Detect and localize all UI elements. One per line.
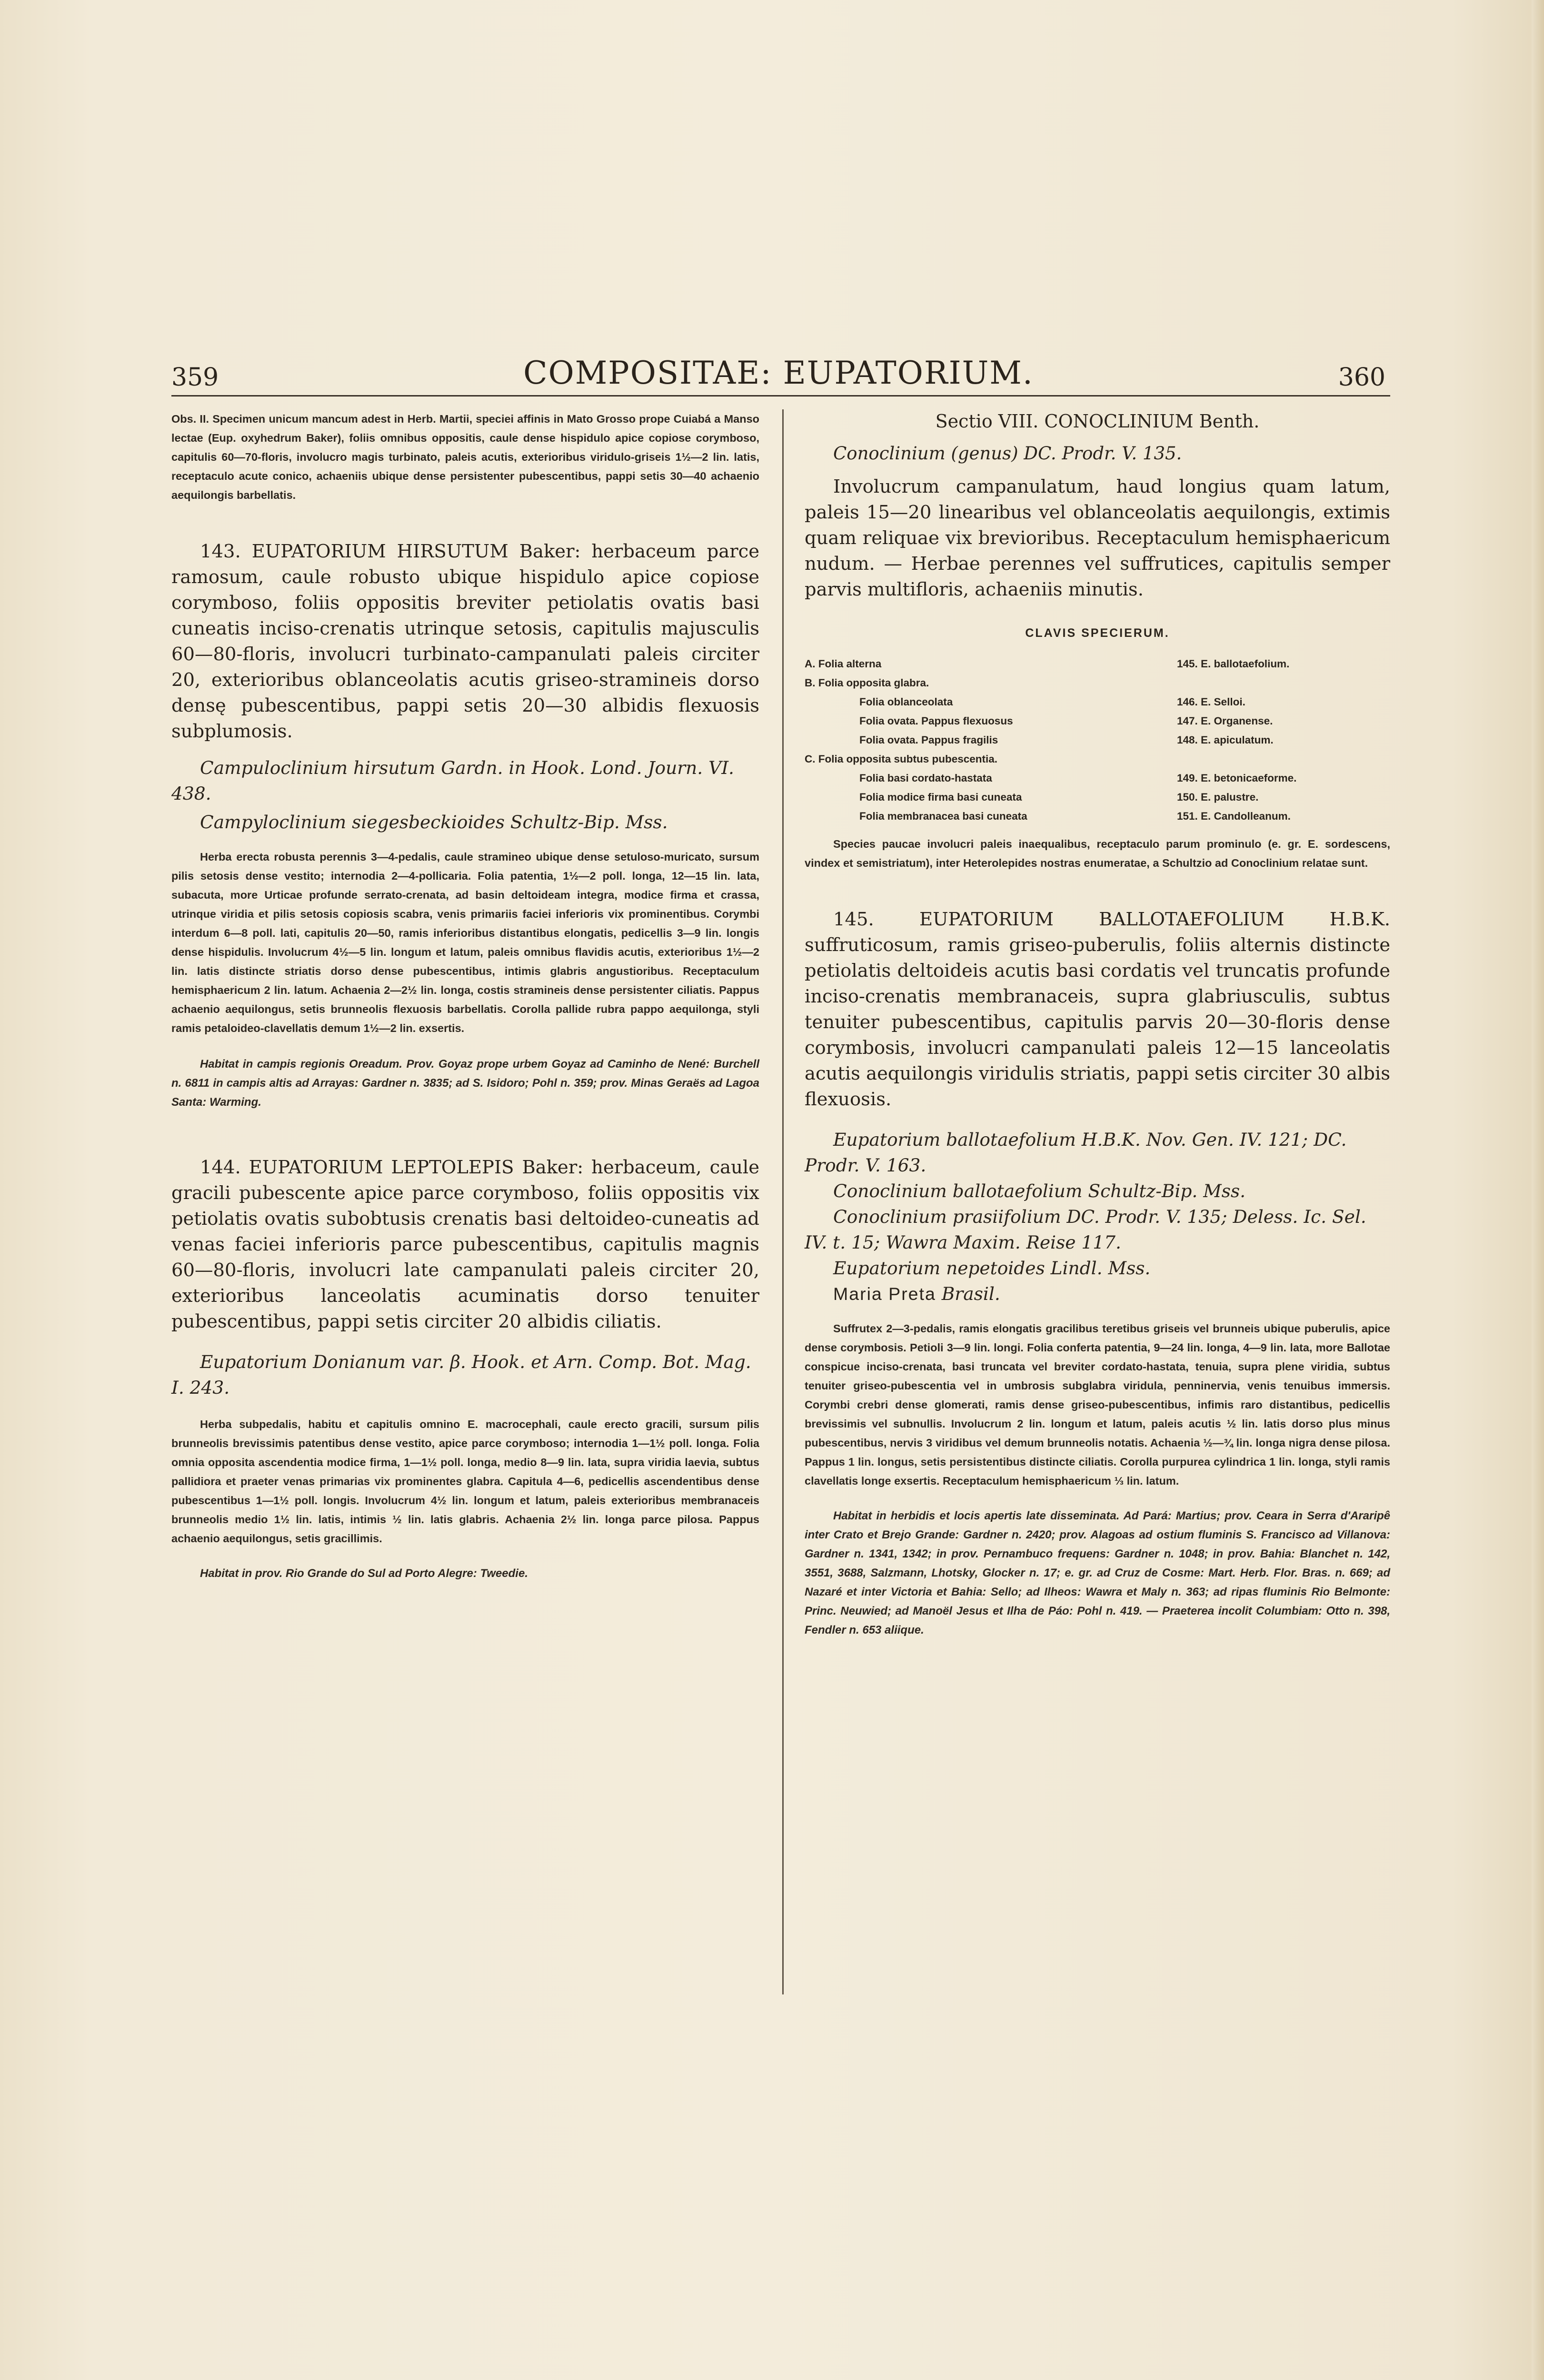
key-row: A. Folia alterna 145. E. ballotaefolium. — [805, 658, 1290, 670]
species-143-synonym-1: Campuloclinium hirsutum Gardn. in Hook. Lond. Journ. VI. 438. — [171, 757, 734, 804]
section-title: Sectio VIII. CONOCLINIUM Benth. — [935, 411, 1260, 432]
species-143-synonym-2: Campyloclinium siegesbeckioides Schultz-Bip. Mss. — [200, 812, 668, 833]
running-title: COMPOSITAE: EUPATORIUM. — [523, 355, 1034, 391]
species-143-details: Herba erecta robusta perennis 3—4-pedalis, caule stramineo ubique dense setuloso-muricato, sursum pilis setosis dense vestito; internodia 2—4-pollicaria. Folia patentia, 1½—2 poll. longa, 12—15 lin. lata, subacuta, more Urticae profunde serrato-crenata, ad basin deltoideam integra, modice firma et crassa, utrinque viridia et pilis setosis copiosis scabra, venis primariis faciei inferioris vix prominentibus. Corymbi interdum 6—8 poll. lati, capitulis 20—50, ramis inferioribus distantibus elongatis, pedicellis 3—9 lin. longis dense hispidulis. Involucrum 4½—5 lin. longum et latum, paleis omnibus flavidis acutis, exterioribus 1½—2 lin. latis distincte striatis dorso dense pubescentibus, intimis glabris angustioribus. Receptaculum hemisphaericum 2 lin. latum. Achaenia 2—2½ lin. longa, costis stramineis dense persistenter ciliatis. Pappus achaenio aequilongus, setis brunneolis flexuosis barbellatis. Corolla pallide rubra pappo aequilonga, styli ramis petaloideo-clavellatis demum 1½—2 lin. exsertis. — [171, 851, 759, 1034]
column-divider — [782, 409, 784, 1994]
page-number-right: 360 — [1338, 363, 1385, 392]
species-145-vernacular — [805, 1281, 1390, 1307]
vernacular-name: Maria Preta — [833, 1284, 936, 1304]
species-key — [805, 654, 1390, 826]
page-number-left: 359 — [171, 363, 219, 392]
key-row: Folia ovata. Pappus fragilis 148. E. apiculatum. — [859, 734, 1274, 746]
page-header — [171, 355, 1385, 397]
key-row: Folia membranacea basi cuneata 151. E. Candolleanum. — [859, 810, 1291, 822]
observation-note: Obs. II. Specimen unicum mancum adest in Herb. Martii, speciei affinis in Mato Grosso prope Cuiabá a Manso lectae (Eup. oxyhedrum Baker), foliis omnibus oppositis, caule dense hispidulo apice copiose corymboso, capitulis 60—70-floris, involucro magis turbinato, paleis acutis, exterioribus viridulo-griseis 1½—2 lin. latis, receptaculo acute conico, achaeniis ubique dense persistenter pubescentibus, pappi setis 30—40 achaenio aequilongis barbellatis. — [171, 413, 759, 501]
genus-characters: Involucrum campanulatum, haud longius quam latum, paleis 15—20 linearibus vel oblanceolatis aequilongis, extimis quam reliquae vix brevioribus. Receptaculum hemisphaericum nudum. — Herbae perennes vel suffrutices, capitulis semper parvis multifloris, achaeniis minutis. — [805, 476, 1390, 600]
key-row: Folia basi cordato-hastata 149. E. betonicaeforme. — [859, 772, 1297, 784]
key-row: Folia modice firma basi cuneata 150. E. palustre. — [859, 791, 1259, 803]
species-145-description: 145. EUPATORIUM BALLOTAEFOLIUM H.B.K. suffruticosum, ramis griseo-puberulis, foliis alternis distincte petiolatis deltoideis acutis basi cordatis vel truncatis profunde inciso-crenatis membranaceis, supra glabriusculis, subtus tenuiter pubescentibus, capitulis parvis 20—30-floris dense corymbosis, involucri campanulati paleis 12—15 lanceolatis acutis aequilongis viridulis striatis, pappi setis circiter 30 albis flexuosis. — [805, 909, 1390, 1110]
key-row: B. Folia opposita glabra. — [805, 677, 929, 689]
page-edge — [1532, 0, 1544, 2380]
species-143-habitat: Habitat in campis regionis Oreadum. Prov. Goyaz prope urbem Goyaz ad Caminho de Nené: Burchell n. 6811 in campis altis ad Arrayas: Gardner n. 3835; ad S. Isidoro; Pohl n. 359; prov. Minas Geraës ad Lagoa Santa: Warming. — [171, 1058, 759, 1109]
species-144-details: Herba subpedalis, habitu et capitulis omnino E. macrocephali, caule erecto gracili, sursum pilis brunneolis brevissimis patentibus dense vestito, apice parce corymboso; internodia 1—1½ poll. longa. Folia omnia opposita ascendentia modice firma, 1—1½ poll. longa, medio 8—9 lin. lata, supra viridia laevia, subtus pallidiora et praeter venas primarias vix prominentes glabra. Capitula 4—6, pedicellis ascendentibus dense pubescentibus 1—1½ poll. longis. Involucrum 4½ lin. longum et latum, paleis exterioribus membranaceis brunneolis medio 1½ lin. latis, intimis ½ lin. latis glabris. Achaenia 2½ lin. longa parce pilosa. Pappus achaenio aequilongus, setis gracillimis. — [171, 1418, 759, 1545]
right-column — [805, 409, 1390, 1640]
species-145-habitat: Habitat in herbidis et locis apertis late disseminata. Ad Pará: Martius; prov. Ceara in Serra d'Araripê inter Crato et Brejo Grande: Gardner n. 2420; prov. Alagoas ad ostium fluminis S. Francisco ad Villanova: Gardner n. 1341, 1342; in prov. Pernambuco frequens: Gardner n. 1048; in prov. Bahia: Blanchet n. 142, 3551, 3688, Salzmann, Lhotsky, Glocker n. 17; e. gr. ad Cruz de Cosme: Mart. Herb. Flor. Bras. n. 669; ad Nazaré et inter Victoria et Bahia: Sello; ad Ilheos: Wawra et Maly n. 363; ad ripas fluminis Rio Belmonte: Princ. Neuwied; ad Manoël Jesus et Ilha de Páo: Pohl n. 419. — Praeterea incolit Columbiam: Otto n. 398, Fendler n. 653 aliique. — [805, 1509, 1390, 1636]
species-145-synonym-3: Conoclinium prasiifolium DC. Prodr. V. 135; Deless. Ic. Sel. IV. t. 15; Wawra Maxim. Reise 117. — [805, 1206, 1366, 1253]
key-row: C. Folia opposita subtus pubescentia. — [805, 753, 998, 765]
key-note: Species paucae involucri paleis inaequalibus, receptaculo parum prominulo (e. gr. E. sordescens, vindex et semistriatum), inter Heterolepides nostras enumeratae, a Schultzio ad Conoclinium relatae sunt. — [805, 838, 1390, 869]
species-143-description: 143. EUPATORIUM HIRSUTUM Baker: herbaceum parce ramosum, caule robusto ubique hispidulo apice copiose corymboso, foliis oppositis breviter petiolatis ovatis basi cuneatis inciso-crenatis utrinque setosis, capitulis majusculis 60—80-floris, involucri turbinato-campanulati paleis circiter 20, exterioribus oblanceolatis acutis griseo-stramineis dorso densę pubescentibus, pappi setis 20—30 albidis flexuosis subplumosis. — [171, 541, 759, 742]
key-title: CLAVIS SPECIERUM. — [1025, 626, 1170, 640]
species-145-synonym-1: Eupatorium ballotaefolium H.B.K. Nov. Gen. IV. 121; DC. Prodr. V. 163. — [805, 1129, 1347, 1176]
species-145-synonym-4: Eupatorium nepetoides Lindl. Mss. — [833, 1258, 1151, 1279]
species-144-description: 144. EUPATORIUM LEPTOLEPIS Baker: herbaceum, caule gracili pubescente apice parce corymboso, foliis oppositis vix petiolatis ovatis subobtusis crenatis basi deltoideo-cuneatis ad venas faciei inferioris parce pubescentibus, capitulis magnis 60—80-floris, involucri late campanulati paleis circiter 20, exterioribus lanceolatis acuminatis dorso tenuiter pubescentibus, pappi setis circiter 20 albidis ciliatis. — [171, 1157, 759, 1332]
species-144-habitat: Habitat in prov. Rio Grande do Sul ad Porto Alegre: Tweedie. — [200, 1567, 528, 1580]
key-row: Folia ovata. Pappus flexuosus 147. E. Organense. — [859, 715, 1273, 727]
species-145-details: Suffrutex 2—3-pedalis, ramis elongatis gracilibus teretibus griseis vel brunneis ubique puberulis, apice dense corymbosis. Petioli 3—9 lin. longi. Folia conferta patentia, 9—24 lin. longa, 4—9 lin. lata, more Ballotae conspicue inciso-crenata, basi truncata vel breviter cordato-hastata, tenuia, supra plene viridia, subtus tenuiter griseo-pubescentia vel in umbrosis subglabra viridula, penninervia, venis tenuibus immersis. Corymbi crebri dense glomerati, ramis dense griseo-pubescentibus, infimis raro distantibus, pedicellis brevissimis vel subnullis. Involucrum 2 lin. longum et latum, paleis acutis ½ lin. latis dorso plus minus pubescentibus, nervis 3 viridibus vel demum brunneolis notatis. Achaenia ½—¾ lin. longa nigra dense pilosa. Pappus 1 lin. longus, setis persistentibus distincte ciliatis. Corolla purpurea cylindrica 1 lin. longa, styli ramis clavellatis longe exsertis. Receptaculum hemisphaericum ⅓ lin. latum. — [805, 1322, 1390, 1487]
left-column — [171, 409, 759, 1583]
species-144-synonym-1: Eupatorium Donianum var. β. Hook. et Arn. Comp. Bot. Mag. I. 243. — [171, 1351, 751, 1398]
vernacular-place: Brasil. — [941, 1283, 1000, 1304]
key-row: Folia oblanceolata 146. E. Selloi. — [859, 696, 1245, 708]
header-rule — [171, 395, 1390, 397]
genus-reference: Conoclinium (genus) DC. Prodr. V. 135. — [833, 443, 1182, 464]
species-145-synonym-2: Conoclinium ballotaefolium Schultz-Bip. Mss. — [833, 1180, 1246, 1201]
